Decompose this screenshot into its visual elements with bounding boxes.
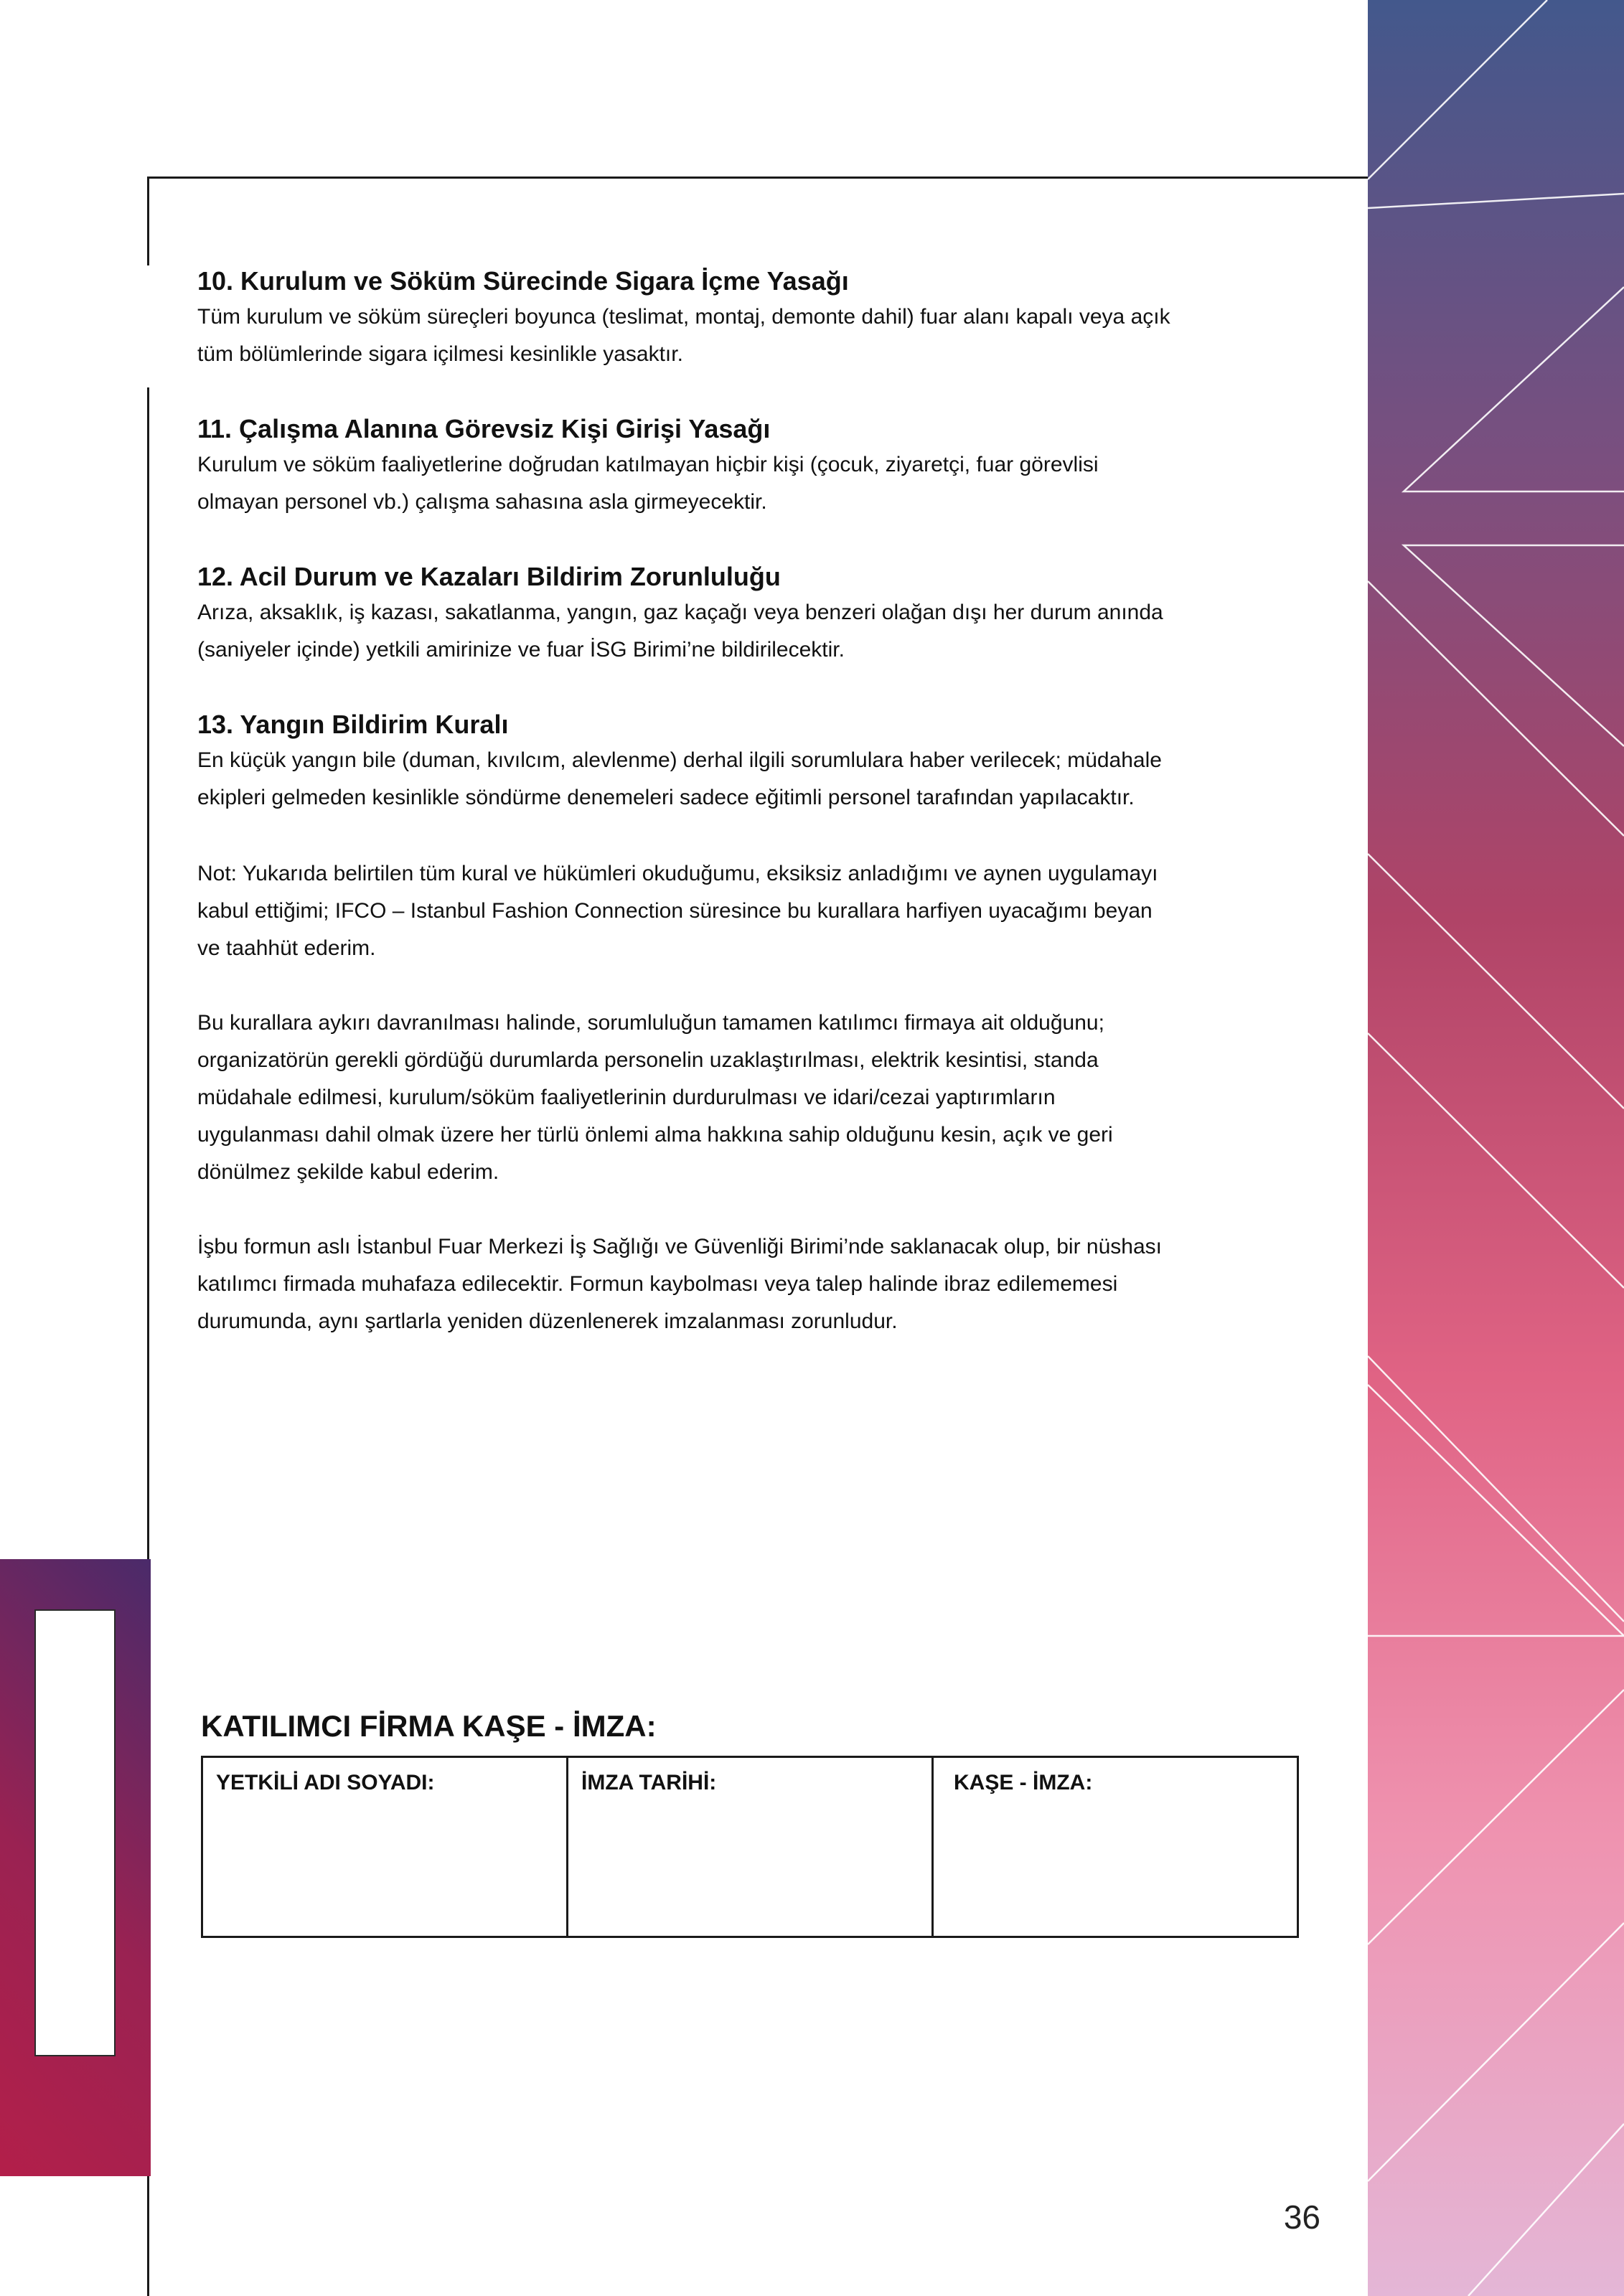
section-line: ekipleri gelmeden kesinlikle söndürme denemeleri sadece eğitimli personel tarafından yapılacaktır. bbox=[197, 786, 1135, 809]
note-line: durumunda, aynı şartlarla yeniden düzenlenerek imzalanması zorunludur. bbox=[197, 1309, 898, 1333]
rule-section-13 bbox=[197, 707, 1288, 817]
rule-section-10 bbox=[197, 264, 1288, 373]
section-title: 12. Acil Durum ve Kazaları Bildirim Zorunluluğu bbox=[197, 562, 781, 591]
note-line: kabul ettiğimi; IFCO – Istanbul Fashion Connection süresince bu kurallara harfiyen uyacağımı beyan bbox=[197, 899, 1153, 923]
rules-content bbox=[197, 264, 1288, 1378]
note-line: uygulanması dahil olmak üzere her türlü önlemi alma hakkına sahip olduğunu kesin, açık ve geri bbox=[197, 1123, 1113, 1147]
signature-row bbox=[202, 1757, 1298, 1937]
note-line: Not: Yukarıda belirtilen tüm kural ve hükümleri okuduğumu, eksiksiz anladığımı ve aynen uygulamayı bbox=[197, 862, 1158, 885]
note-line: müdahale edilmesi, kurulum/söküm faaliyetlerinin durdurulması ve idari/cezai yaptırımların bbox=[197, 1086, 1056, 1109]
rule-section-12 bbox=[197, 560, 1288, 669]
signature-date-cell[interactable]: İMZA TARİHİ: bbox=[568, 1757, 933, 1937]
frame-top-line bbox=[147, 177, 1368, 179]
liability-note bbox=[197, 1004, 1288, 1191]
section-line: olmayan personel vb.) çalışma sahasına asla girmeyecektir. bbox=[197, 490, 767, 514]
authorized-name-cell[interactable]: YETKİLİ ADI SOYADI: bbox=[202, 1757, 568, 1937]
stamp-signature-cell[interactable]: KAŞE - İMZA: bbox=[933, 1757, 1298, 1937]
section-line: Kurulum ve söküm faaliyetlerine doğrudan katılmayan hiçbir kişi (çocuk, ziyaretçi, fuar görevlisi bbox=[197, 453, 1099, 476]
note-line: katılımcı firmada muhafaza edilecektir. Formun kaybolması veya talep halinde ibraz edilememesi bbox=[197, 1272, 1118, 1296]
left-tab-white-panel bbox=[34, 1609, 116, 2056]
note-line: Bu kurallara aykırı davranılması halinde, sorumluluğun tamamen katılımcı firmaya ait olduğunu; bbox=[197, 1011, 1104, 1035]
section-line: En küçük yangın bile (duman, kıvılcım, alevlenme) derhal ilgili sorumlulara haber verilecek; müdahale bbox=[197, 748, 1162, 772]
declaration-note bbox=[197, 855, 1288, 967]
frame-gap bbox=[144, 265, 154, 387]
section-line: (saniyeler içinde) yetkili amirinize ve fuar İSG Birimi’ne bildirilecektir. bbox=[197, 638, 845, 662]
rule-section-11 bbox=[197, 412, 1288, 521]
form-storage-note bbox=[197, 1228, 1288, 1340]
section-title: 13. Yangın Bildirim Kuralı bbox=[197, 710, 509, 739]
note-line: organizatörün gerekli gördüğü durumlarda personelin uzaklaştırılması, elektrik kesintisi, standa bbox=[197, 1048, 1099, 1072]
right-decorative-band bbox=[1368, 0, 1624, 2296]
signature-table bbox=[201, 1756, 1299, 1938]
section-title: 10. Kurulum ve Söküm Sürecinde Sigara İçme Yasağı bbox=[197, 266, 849, 296]
note-line: dönülmez şekilde kabul ederim. bbox=[197, 1160, 499, 1184]
signature-title: KATILIMCI FİRMA KAŞE - İMZA: bbox=[201, 1709, 657, 1743]
section-title: 11. Çalışma Alanına Görevsiz Kişi Girişi Yasağı bbox=[197, 414, 771, 443]
note-line: İşbu formun aslı İstanbul Fuar Merkezi İş Sağlığı ve Güvenliği Birimi’nde saklanacak olup, bir nüshası bbox=[197, 1235, 1162, 1258]
page-number: 36 bbox=[1283, 2198, 1320, 2236]
section-line: tüm bölümlerinde sigara içilmesi kesinlikle yasaktır. bbox=[197, 342, 683, 366]
note-line: ve taahhüt ederim. bbox=[197, 936, 376, 960]
geometric-line-pattern bbox=[1368, 0, 1624, 2296]
section-line: Arıza, aksaklık, iş kazası, sakatlanma, yangın, gaz kaçağı veya benzeri olağan dışı her durum anında bbox=[197, 601, 1163, 624]
section-line: Tüm kurulum ve söküm süreçleri boyunca (teslimat, montaj, demonte dahil) fuar alanı kapalı veya açık bbox=[197, 305, 1170, 329]
